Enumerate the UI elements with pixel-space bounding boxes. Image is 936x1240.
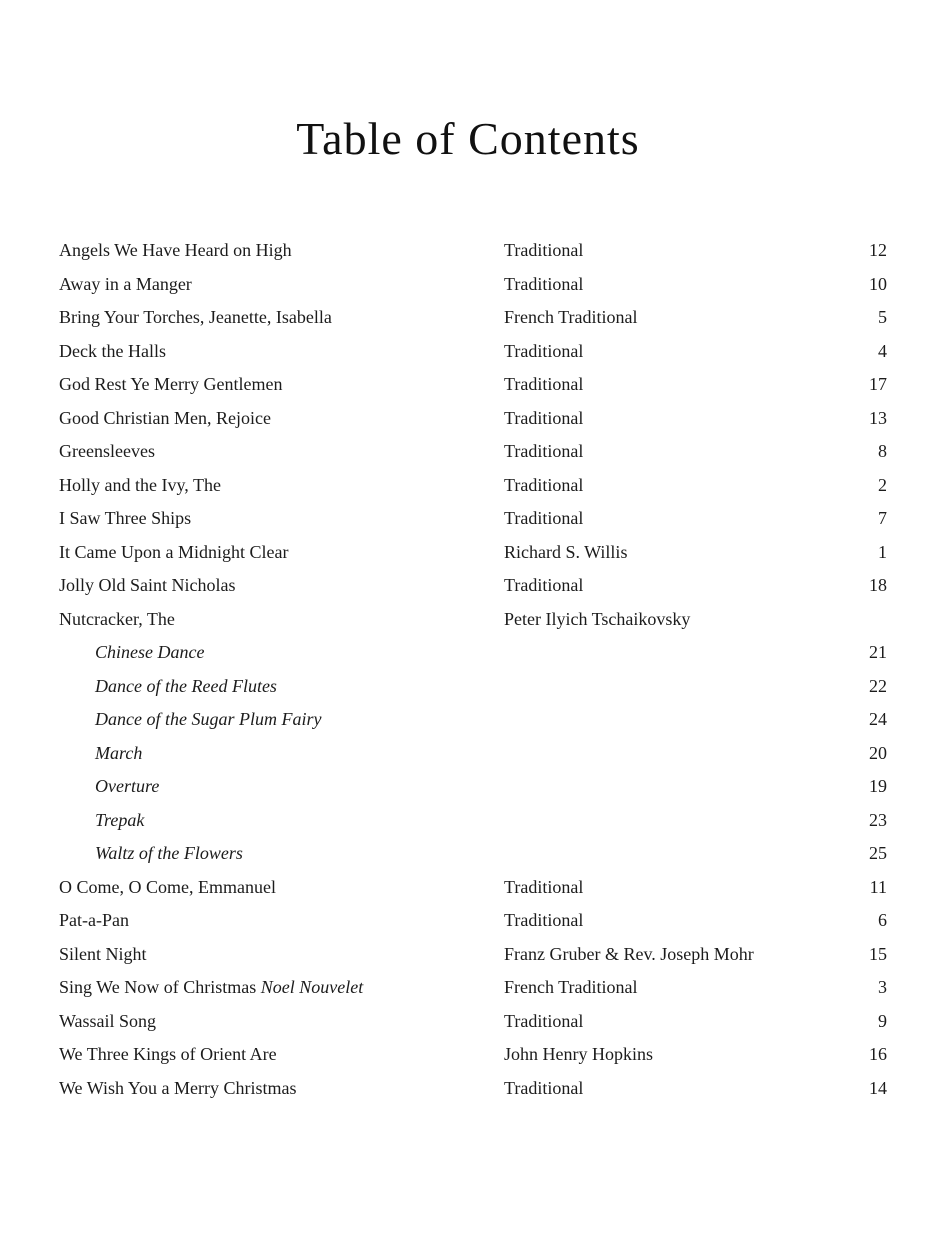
- entry-title: [59, 301, 332, 335]
- entry-page-number: 17: [869, 374, 887, 394]
- toc-entry: [0, 268, 936, 302]
- entry-title-text: Nutcracker, The: [59, 608, 175, 629]
- toc-entry: [0, 368, 936, 402]
- toc-entry: [0, 502, 936, 536]
- entry-composer: Traditional: [504, 441, 584, 461]
- entry-title: [59, 1005, 156, 1039]
- entry-page-number: 21: [869, 642, 887, 662]
- toc-entry: [0, 234, 936, 268]
- entry-page-number: 24: [869, 709, 887, 729]
- toc-subentry: [0, 737, 936, 771]
- entry-title: [59, 502, 191, 536]
- entry-composer: Traditional: [504, 910, 584, 930]
- entry-title: [95, 737, 142, 771]
- entry-page-number: 2: [878, 474, 887, 495]
- entry-composer: Traditional: [504, 575, 584, 595]
- entry-title: [95, 837, 243, 871]
- toc-entry: [0, 301, 936, 335]
- toc-subentry: [0, 837, 936, 871]
- entry-title-text: We Three Kings of Orient Are: [59, 1044, 277, 1064]
- entry-title-text: Holly and the Ivy, The: [59, 474, 221, 495]
- entry-page-number: 14: [869, 1077, 887, 1098]
- entry-page-number: 7: [878, 508, 887, 528]
- toc-subentry: [0, 770, 936, 804]
- entry-title: [59, 569, 236, 603]
- toc-subentry: [0, 670, 936, 704]
- toc-entry: [0, 1005, 936, 1039]
- entry-composer: French Traditional: [504, 977, 638, 997]
- toc-entry: [0, 1072, 936, 1106]
- entry-title-text: Angels We Have Heard on High: [59, 240, 292, 260]
- entry-composer: Traditional: [504, 1077, 584, 1098]
- entry-title: [95, 636, 204, 670]
- entry-title-text: Deck the Halls: [59, 340, 166, 361]
- entry-page-number: 4: [878, 340, 887, 361]
- toc-entry: [0, 1038, 936, 1072]
- entry-title-text: God Rest Ye Merry Gentlemen: [59, 374, 283, 394]
- toc-entry: [0, 435, 936, 469]
- entry-title-text: Dance of the Reed Flutes: [95, 675, 277, 696]
- entry-title-text: Chinese Dance: [95, 642, 205, 662]
- entry-title-text: O Come, O Come, Emmanuel: [59, 876, 276, 897]
- entry-composer: John Henry Hopkins: [504, 1044, 653, 1064]
- table-of-contents: [0, 234, 936, 1105]
- toc-entry: [0, 536, 936, 570]
- entry-composer: Traditional: [504, 240, 584, 260]
- entry-title-text: Silent Night: [59, 943, 147, 964]
- entry-title-text: Sing We Now of Christmas: [59, 977, 257, 997]
- entry-title-text: March: [95, 742, 143, 763]
- entry-composer: Traditional: [504, 374, 584, 394]
- entry-composer: Traditional: [504, 876, 584, 897]
- entry-page-number: 10: [869, 273, 887, 294]
- entry-composer: Traditional: [504, 508, 584, 528]
- entry-page-number: 19: [869, 776, 887, 796]
- entry-title: [59, 368, 282, 402]
- entry-title: [59, 938, 147, 972]
- entry-title: [59, 1038, 277, 1072]
- entry-page-number: 18: [869, 575, 887, 595]
- entry-title-text: We Wish You a Merry Christmas: [59, 1077, 297, 1098]
- entry-title: [59, 335, 166, 369]
- entry-title: [59, 904, 129, 938]
- entry-page-number: 22: [869, 675, 887, 696]
- entry-title-text: Overture: [95, 776, 160, 796]
- toc-entry: [0, 335, 936, 369]
- entry-title: [95, 670, 277, 704]
- entry-title-italic: Noel Nouvelet: [260, 977, 364, 997]
- entry-composer: Richard S. Willis: [504, 541, 628, 562]
- toc-entry: [0, 971, 936, 1005]
- entry-page-number: 9: [878, 1010, 887, 1031]
- entry-page-number: 13: [869, 407, 887, 428]
- entry-title: [59, 536, 288, 570]
- entry-page-number: 1: [878, 541, 887, 562]
- entry-title-text: Bring Your Torches, Jeanette, Isabella: [59, 307, 332, 327]
- entry-composer: Traditional: [504, 273, 584, 294]
- entry-title-text: I Saw Three Ships: [59, 508, 192, 528]
- entry-page-number: 3: [878, 977, 887, 997]
- entry-title-text: Dance of the Sugar Plum Fairy: [95, 709, 322, 729]
- toc-entry: [0, 469, 936, 503]
- entry-title: [95, 804, 144, 838]
- entry-page-number: 11: [869, 876, 887, 897]
- toc-entry: [0, 569, 936, 603]
- entry-page-number: 8: [878, 441, 887, 461]
- entry-title-text: Greensleeves: [59, 441, 155, 461]
- entry-page-number: 12: [869, 240, 887, 260]
- entry-title: [59, 971, 363, 1005]
- toc-subentry: [0, 804, 936, 838]
- entry-title-text: Away in a Manger: [59, 273, 192, 294]
- entry-page-number: 5: [878, 307, 887, 327]
- toc-entry: [0, 603, 936, 637]
- entry-page-number: 25: [869, 843, 887, 863]
- entry-page-number: 23: [869, 809, 887, 830]
- page-title: Table of Contents: [296, 113, 640, 164]
- entry-title: [59, 268, 192, 302]
- entry-page-number: 15: [869, 943, 887, 964]
- entry-title: [59, 435, 155, 469]
- entry-composer: Traditional: [504, 407, 584, 428]
- entry-composer: Traditional: [504, 474, 584, 495]
- entry-title: [59, 871, 276, 905]
- toc-entry: [0, 938, 936, 972]
- entry-page-number: 16: [869, 1044, 887, 1064]
- toc-entry: [0, 904, 936, 938]
- entry-title-text: Wassail Song: [59, 1010, 157, 1031]
- entry-composer: Peter Ilyich Tschaikovsky: [504, 608, 691, 629]
- entry-composer: Traditional: [504, 340, 584, 361]
- toc-subentry: [0, 703, 936, 737]
- entry-page-number: 20: [869, 742, 887, 763]
- entry-page-number: 6: [878, 910, 887, 930]
- entry-title: [95, 703, 321, 737]
- entry-title-text: Pat-a-Pan: [59, 910, 129, 930]
- entry-composer: French Traditional: [504, 307, 638, 327]
- entry-title-text: Jolly Old Saint Nicholas: [59, 575, 236, 595]
- toc-subentry: [0, 636, 936, 670]
- entry-title: [95, 770, 159, 804]
- entry-composer: Traditional: [504, 1010, 584, 1031]
- toc-entry: [0, 871, 936, 905]
- entry-title-text: Waltz of the Flowers: [95, 843, 243, 863]
- entry-title-text: Good Christian Men, Rejoice: [59, 407, 271, 428]
- toc-entry: [0, 402, 936, 436]
- entry-title: [59, 603, 175, 637]
- entry-composer: Franz Gruber & Rev. Joseph Mohr: [504, 943, 754, 964]
- entry-title: [59, 234, 292, 268]
- entry-title-text: It Came Upon a Midnight Clear: [59, 541, 289, 562]
- entry-title: [59, 469, 221, 503]
- entry-title: [59, 402, 271, 436]
- entry-title-text: Trepak: [95, 809, 145, 830]
- entry-title: [59, 1072, 297, 1106]
